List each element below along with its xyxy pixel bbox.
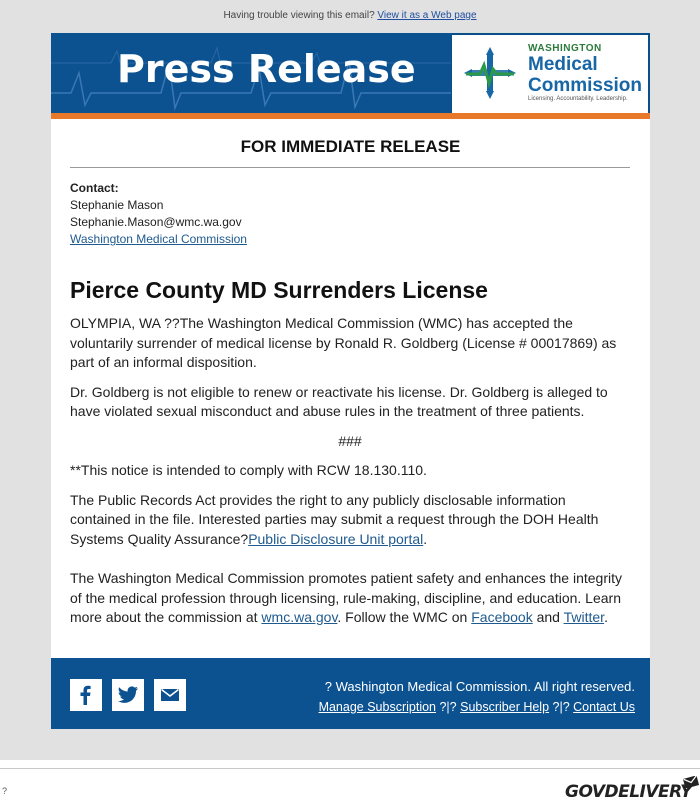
top-note [0, 10, 700, 21]
bottom-qmark: ? [2, 786, 8, 796]
banner-left [51, 33, 451, 119]
govdelivery-logo[interactable]: GOVDELIVERY [565, 782, 692, 802]
article-body [70, 314, 630, 638]
banner [51, 33, 650, 119]
paragraph-5-mid: . Follow the WMC on [337, 609, 472, 625]
paragraph-4 [70, 491, 630, 550]
facebook-icon[interactable] [70, 679, 102, 711]
email-icon[interactable] [154, 679, 186, 711]
bottom-divider [0, 768, 700, 769]
footer-copyright: ? Washington Medical Commission. All right reserved. [324, 679, 635, 694]
paragraph-5-end: . [604, 609, 608, 625]
paragraph-5 [70, 569, 630, 628]
paragraph-4-end: . [423, 530, 428, 547]
logo-name [528, 54, 642, 96]
paragraph-5-text: The Washington Medical Commission promotes patient safety and enhances the integrity of the medical profession through licensing, rule-making, discipline, and education. Learn more about the commission at [70, 570, 622, 625]
contact-label: Contact: [70, 181, 119, 195]
release-heading: FOR IMMEDIATE RELEASE [240, 137, 461, 156]
wmc-logo [452, 35, 648, 115]
paragraph-1: OLYMPIA, WA ??The Washington Medical Commission (WMC) has accepted the voluntarily surrender of medical license by Ronald R. Goldberg (License # 00017869) as part of an informal disposition. [70, 315, 617, 370]
footer [51, 658, 650, 729]
wmc-site-link[interactable]: wmc.wa.gov [261, 609, 338, 625]
divider [70, 167, 630, 168]
org-link[interactable]: Washington Medical Commission [70, 232, 247, 246]
logo-tagline: Licensing. Accountability. Leadership. [528, 96, 628, 102]
end-marker: ### [338, 432, 362, 449]
contact-name: Stephanie Mason [70, 198, 164, 212]
medical-cross-logo-icon [462, 45, 518, 101]
footer-separator: ?|? [549, 700, 574, 714]
paragraph-4-text: The Public Records Act provides the right to any publicly disclosable information contained in the file. Interested parties may submit a request through the DOH Health Systems Quality Assurance? [70, 491, 599, 547]
paragraph-2: Dr. Goldberg is not eligible to renew or reactivate his license. Dr. Goldberg is alleged to have violated sexual misconduct and abuse rules in the treatment of three patients. [70, 383, 608, 419]
web-page-link[interactable]: View it as a Web page [377, 10, 477, 21]
contact-email: Stephanie.Mason@wmc.wa.gov [70, 215, 242, 229]
paragraph-3: **This notice is intended to comply with RCW 18.130.110. [70, 462, 427, 478]
contact-us-link[interactable]: Contact Us [573, 700, 635, 714]
facebook-link[interactable]: Facebook [471, 609, 533, 625]
twitter-link[interactable]: Twitter [563, 609, 605, 625]
footer-separator: ?|? [436, 700, 461, 714]
orange-divider [51, 113, 650, 119]
logo-medical: Medical [528, 54, 598, 75]
manage-subscription-link[interactable]: Manage Subscription [318, 700, 436, 714]
headline: Pierce County MD Surrenders License [70, 277, 488, 303]
public-disclosure-link[interactable]: Public Disclosure Unit portal [248, 530, 424, 547]
logo-washington: WASHINGTON [528, 43, 602, 54]
top-note-text: Having trouble viewing this email? [223, 10, 375, 21]
footer-links [319, 676, 635, 718]
twitter-icon[interactable] [112, 679, 144, 711]
contact-block [70, 180, 247, 248]
logo-commission: Commission [528, 75, 643, 96]
banner-title: Press Release [117, 47, 416, 91]
email-card [51, 33, 650, 729]
paragraph-5-and: and [532, 609, 564, 625]
subscriber-help-link[interactable]: Subscriber Help [460, 700, 550, 714]
footer-link-row [319, 697, 635, 718]
